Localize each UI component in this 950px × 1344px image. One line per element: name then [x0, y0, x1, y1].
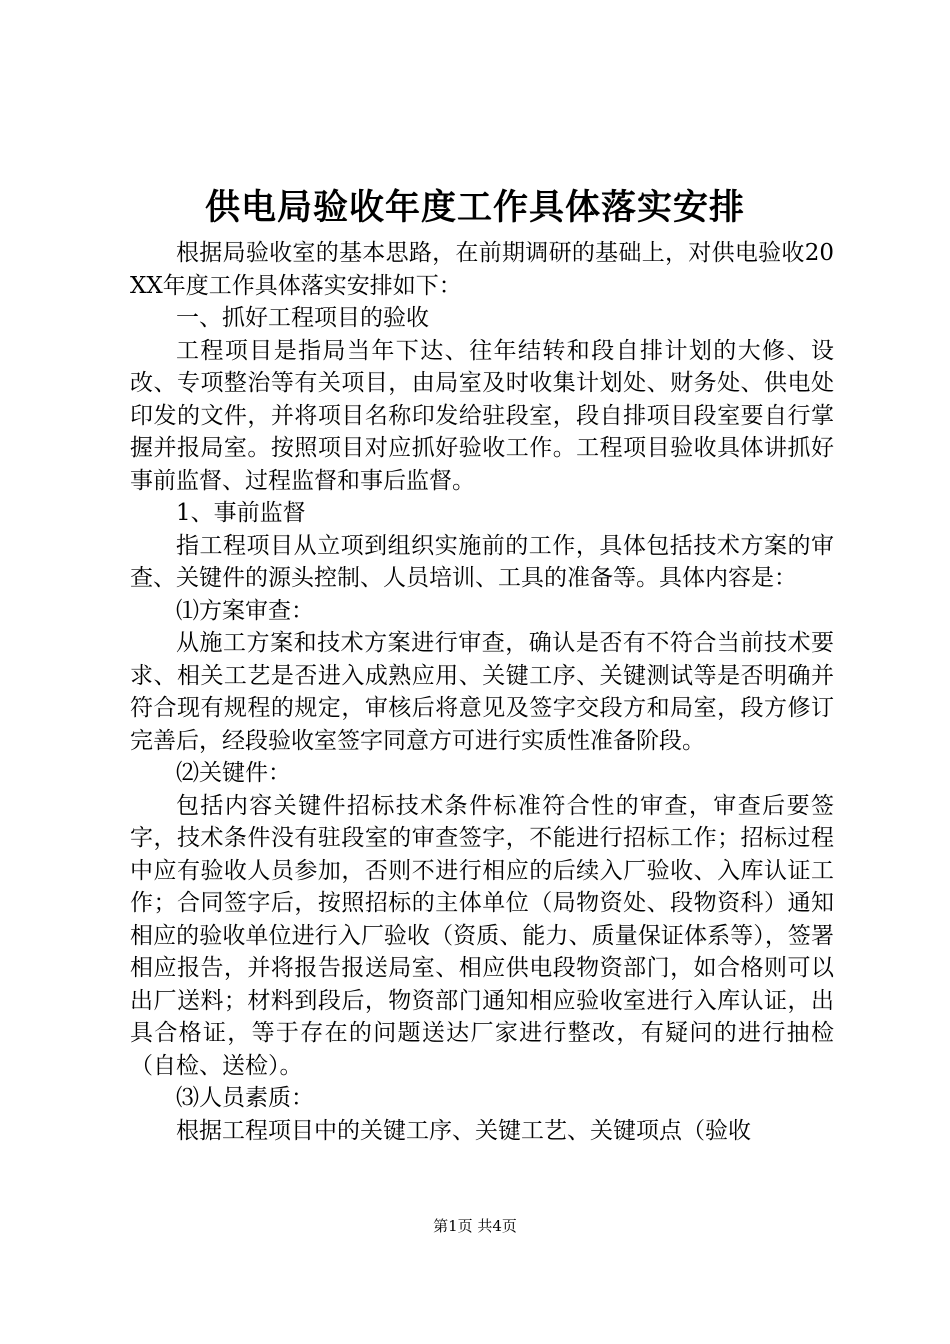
page-footer: 第1页 共4页 — [433, 1217, 517, 1235]
paragraph-project-definition: 工程项目是指局当年下达、往年结转和段自排计划的大修、设改、专项整治等有关项目，由局室及时收集计划处、财务处、供电处印发的文件，并将项目名称印发给驻段室，段自排项目段室要自行掌握并报局室。按照项目对应抓好验收工作。工程项目验收具体讲抓好事前监督、过程监督和事后监督。 — [130, 337, 834, 494]
paragraph-intro: 根据局验收室的基本思路，在前期调研的基础上，对供电验收20XX年度工作具体落实安排如下： — [130, 240, 834, 299]
heading-section-1: 一、抓好工程项目的验收 — [176, 305, 429, 331]
paragraph-key-parts: 包括内容关键件招标技术条件标准符合性的审查，审查后要签字，技术条件没有驻段室的审查签字，不能进行招标工作；招标过程中应有验收人员参加，否则不进行相应的后续入厂验收、入库认证工作；合同签字后，按照招标的主体单位（局物资处、段物资科）通知相应的验收单位进行入厂验收（资质、能力、质量保证体系等），签署相应报告，并将报告报送局室、相应供电段物资部门，如合格则可以出厂送料；材料到段后，物资部门通知相应验收室进行入库认证，出具合格证，等于存在的问题送达厂家进行整改，有疑问的进行抽检（自检、送检）。 — [130, 792, 834, 1079]
heading-personnel: ⑶人员素质： — [176, 1085, 314, 1111]
heading-plan-review: ⑴方案审查： — [176, 597, 314, 624]
heading-key-parts: ⑵关键件： — [176, 760, 291, 786]
heading-pre-supervision: 1、事前监督 — [176, 500, 306, 526]
document-body — [130, 237, 834, 1147]
document-title: 供电局验收年度工作具体落实安排 — [204, 187, 745, 228]
paragraph-plan-review: 从施工方案和技术方案进行审查，确认是否有不符合当前技术要求、相关工艺是否进入成熟应用、关键工序、关键测试等是否明确并符合现有规程的规定，审核后将意见及签字交段方和局室，段方修订完善后，经段验收室签字同意方可进行实质性准备阶段。 — [130, 630, 834, 754]
paragraph-personnel: 根据工程项目中的关键工序、关键工艺、关键项点（验收 — [176, 1117, 751, 1144]
paragraph-pre-supervision: 指工程项目从立项到组织实施前的工作，具体包括技术方案的审查、关键件的源头控制、人员培训、工具的准备等。具体内容是： — [130, 532, 834, 591]
